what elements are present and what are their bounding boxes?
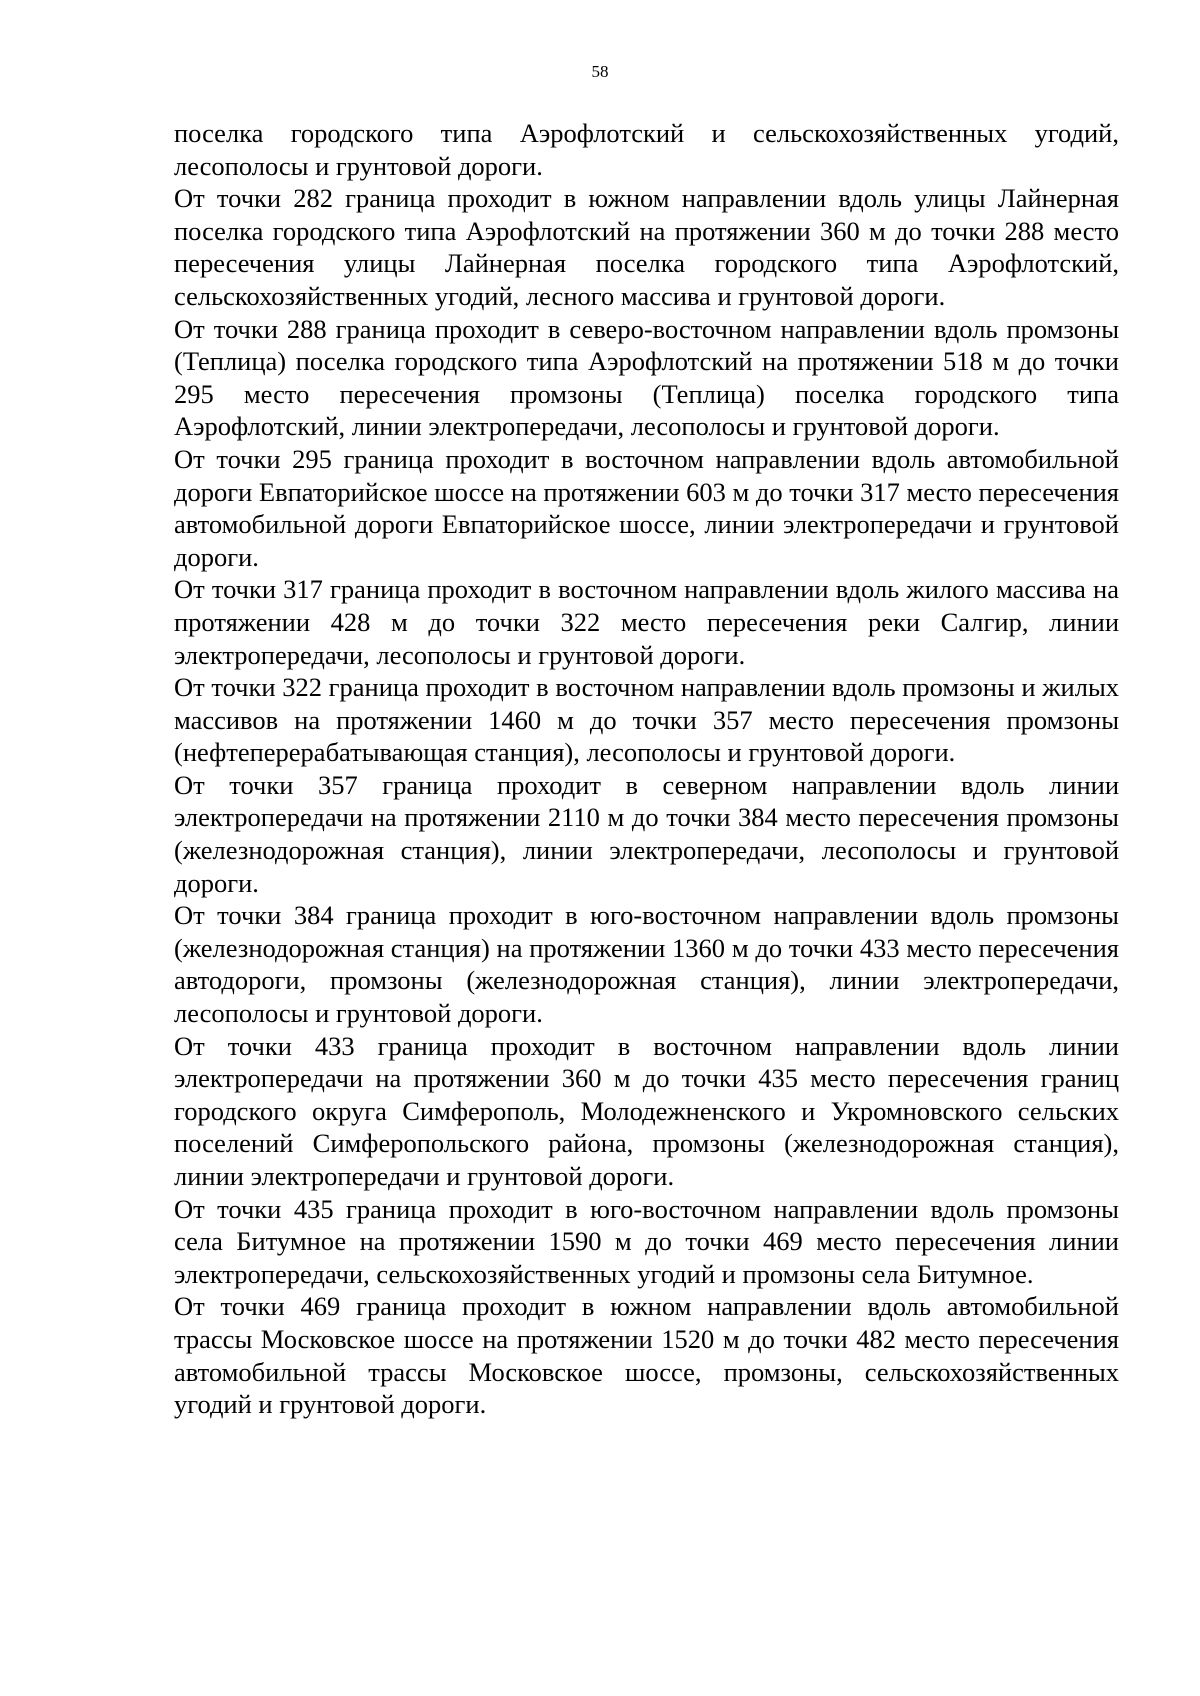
paragraph-11: От точки 469 граница проходит в южном направлении вдоль автомобильной трассы Московское шоссе на протяжении 1520 м до точки 482 место пересечения автомобильной трассы Московское шоссе, промзоны, сельскохозяйственных угодий и грунтовой дороги. xyxy=(174,1291,1119,1420)
paragraph-3: От точки 288 граница проходит в северо-восточном направлении вдоль промзоны (Теплица) поселка городского типа Аэрофлотский на протяжении 518 м до точки 295 место пересечения промзоны (Теплица) поселка городского типа Аэрофлотский, линии электропередачи, лесополосы и грунтовой дороги. xyxy=(174,313,1119,442)
paragraph-1: поселка городского типа Аэрофлотский и сельскохозяйственных угодий, лесополосы и грунтовой дороги. xyxy=(174,118,1119,181)
paragraph-5: От точки 317 граница проходит в восточном направлении вдоль жилого массива на протяжении 428 м до точки 322 место пересечения реки Салгир, линии электропередачи, лесополосы и грунтовой дороги. xyxy=(174,574,1119,670)
paragraph-2: От точки 282 граница проходит в южном направлении вдоль улицы Лайнерная поселка городского типа Аэрофлотский на протяжении 360 м до точки 288 место пересечения улицы Лайнерная поселка городского типа Аэрофлотский, сельскохозяйственных угодий, лесного массива и грунтовой дороги. xyxy=(174,183,1119,311)
paragraph-4: От точки 295 граница проходит в восточном направлении вдоль автомобильной дороги Евпаторийское шоссе на протяжении 603 м до точки 317 место пересечения автомобильной дороги Евпаторийское шоссе, линии электропередачи и грунтовой дороги. xyxy=(174,443,1119,572)
paragraph-10: От точки 435 граница проходит в юго-восточном направлении вдоль промзоны села Битумное на протяжении 1590 м до точки 469 место пересечения линии электропередачи, сельскохозяйственных угодий и промзоны села Битумное. xyxy=(174,1193,1119,1289)
paragraph-6: От точки 322 граница проходит в восточном направлении вдоль промзоны и жилых массивов на протяжении 1460 м до точки 357 место пересечения промзоны (нефтеперерабатывающая станция), лесополосы и грунтовой дороги. xyxy=(174,672,1119,768)
document-body xyxy=(174,117,1119,1421)
paragraph-7: От точки 357 граница проходит в северном направлении вдоль линии электропередачи на протяжении 2110 м до точки 384 место пересечения промзоны (железнодорожная станция), линии электропередачи, лесополосы и грунтовой дороги. xyxy=(174,769,1119,898)
paragraph-8: От точки 384 граница проходит в юго-восточном направлении вдоль промзоны (железнодорожная станция) на протяжении 1360 м до точки 433 место пересечения автодороги, промзоны (железнодорожная станция), линии электропередачи, лесополосы и грунтовой дороги. xyxy=(174,900,1119,1029)
paragraph-9: От точки 433 граница проходит в восточном направлении вдоль линии электропередачи на протяжении 360 м до точки 435 место пересечения границ городского округа Симферополь, Молодежненского и Укромновского сельских поселений Симферопольского района, промзоны (железнодорожная станция), линии электропередачи и грунтовой дороги. xyxy=(174,1030,1119,1191)
page-number: 58 xyxy=(591,62,609,81)
